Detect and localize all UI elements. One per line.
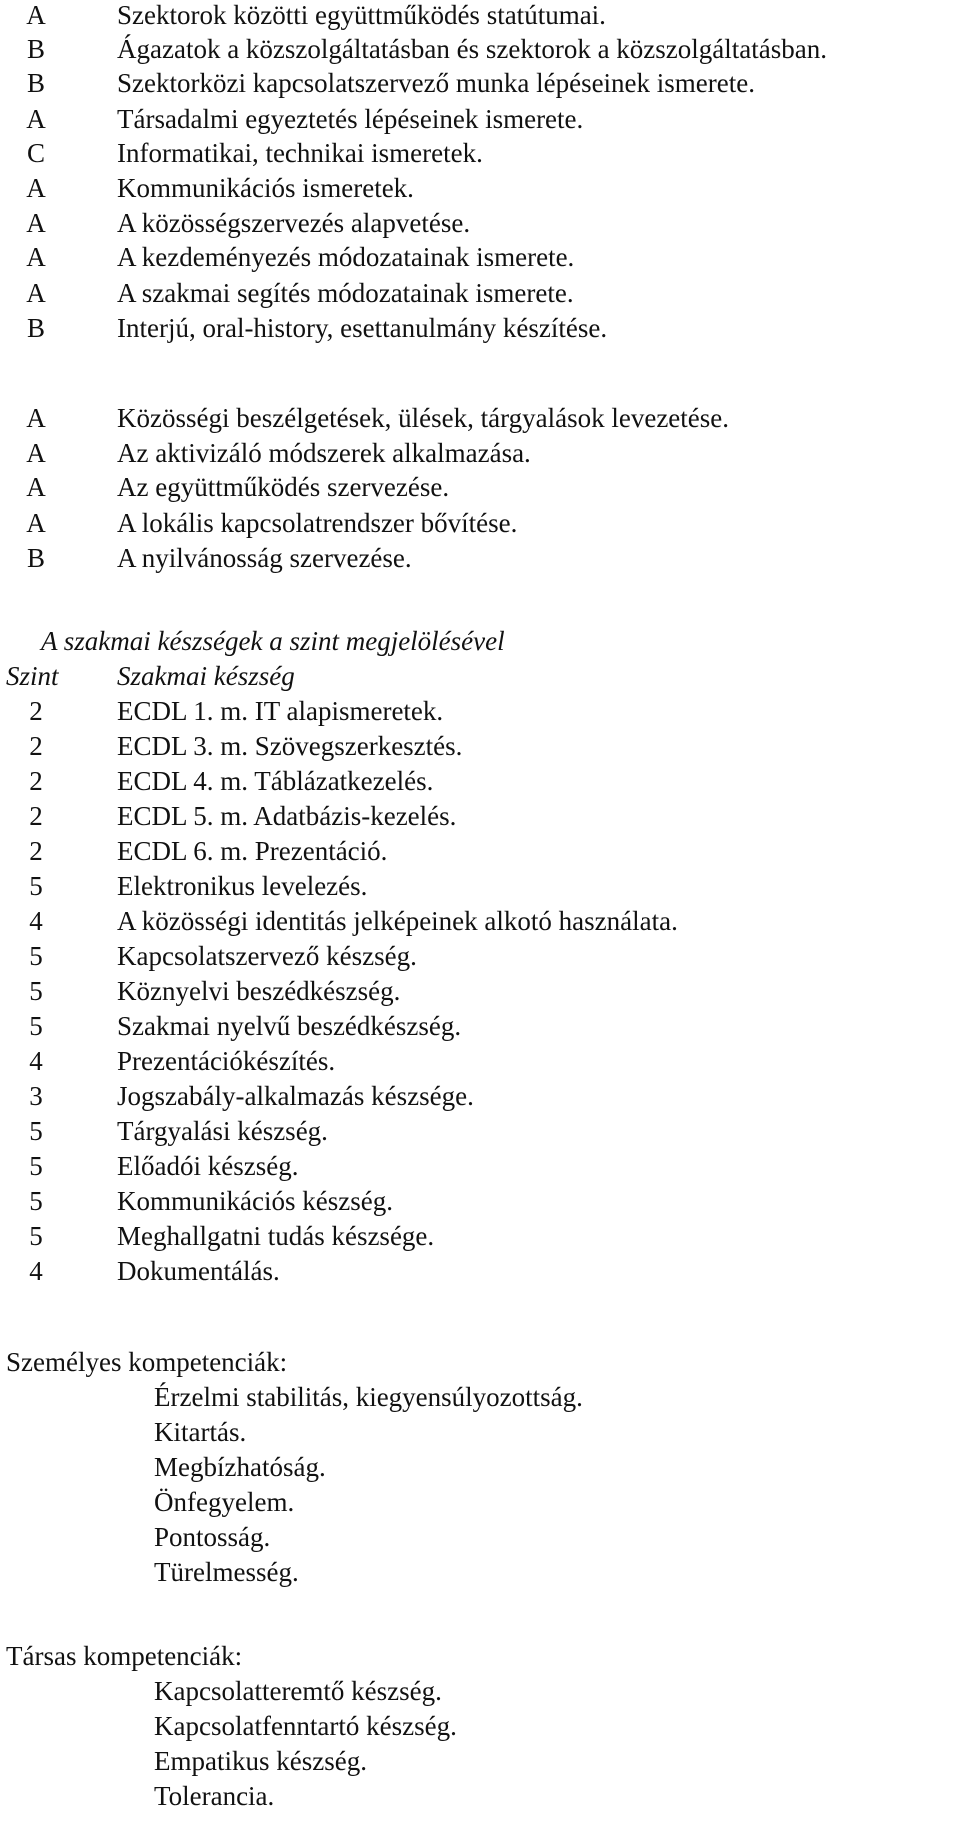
level-code: A	[26, 0, 46, 30]
skill-level: 5	[29, 941, 43, 971]
level-code: A	[26, 173, 46, 203]
item-text: A közösségszervezés alapvetése.	[117, 208, 471, 238]
skill-text: ECDL 4. m. Táblázatkezelés.	[117, 766, 434, 796]
skill-text: ECDL 3. m. Szövegszerkesztés.	[117, 731, 463, 761]
item-text: Szektorközi kapcsolatszervező munka lépéseinek ismerete.	[117, 68, 755, 98]
skill-text: ECDL 6. m. Prezentáció.	[117, 836, 388, 866]
social-title: Társas kompetenciák:	[6, 1641, 243, 1671]
level-code: A	[26, 403, 46, 433]
skill-level: 4	[29, 906, 43, 936]
personal-item: Kitartás.	[154, 1417, 247, 1447]
item-text: Társadalmi egyeztetés lépéseinek ismerete.	[117, 104, 584, 134]
skill-text: ECDL 5. m. Adatbázis-kezelés.	[117, 801, 457, 831]
level-code: A	[26, 472, 46, 502]
level-code: A	[26, 208, 46, 238]
item-text: Interjú, oral-history, esettanulmány készítése.	[117, 313, 608, 343]
skill-column-header: Szakmai készség	[117, 661, 295, 691]
skill-text: Tárgyalási készség.	[117, 1116, 328, 1146]
skill-text: Dokumentálás.	[117, 1256, 280, 1286]
item-text: Az együttműködés szervezése.	[117, 472, 450, 502]
level-code: A	[26, 104, 46, 134]
skill-level: 5	[29, 1011, 43, 1041]
item-text: Közösségi beszélgetések, ülések, tárgyalások levezetése.	[117, 403, 730, 433]
skill-text: Köznyelvi beszédkészség.	[117, 976, 401, 1006]
skill-text: Szakmai nyelvű beszédkészség.	[117, 1011, 462, 1041]
level-code: A	[26, 438, 46, 468]
level-code: B	[26, 313, 45, 343]
skill-level: 5	[29, 1116, 43, 1146]
item-text: A nyilvánosság szervezése.	[117, 543, 412, 573]
social-item: Kapcsolatteremtő készség.	[154, 1676, 442, 1706]
skill-level: 5	[29, 1221, 43, 1251]
personal-item: Érzelmi stabilitás, kiegyensúlyozottság.	[154, 1382, 583, 1412]
level-code: B	[26, 543, 45, 573]
skill-level: 2	[29, 696, 43, 726]
level-code: A	[26, 508, 46, 538]
personal-item: Türelmesség.	[154, 1557, 299, 1587]
skill-level: 5	[29, 871, 43, 901]
item-text: Az aktivizáló módszerek alkalmazása.	[117, 438, 531, 468]
social-item: Kapcsolatfenntartó készség.	[154, 1711, 457, 1741]
skill-level: 5	[29, 1186, 43, 1216]
skill-level: 3	[29, 1081, 43, 1111]
skill-text: ECDL 1. m. IT alapismeretek.	[117, 696, 444, 726]
level-code: A	[26, 278, 46, 308]
item-text: Informatikai, technikai ismeretek.	[117, 138, 483, 168]
skill-level: 4	[29, 1046, 43, 1076]
skill-text: Meghallgatni tudás készsége.	[117, 1221, 435, 1251]
item-text: A kezdeményezés módozatainak ismerete.	[117, 242, 575, 272]
level-code: B	[26, 68, 45, 98]
personal-item: Önfegyelem.	[154, 1487, 295, 1517]
social-item: Tolerancia.	[154, 1781, 275, 1811]
item-text: Kommunikációs ismeretek.	[117, 173, 414, 203]
skill-text: Prezentációkészítés.	[117, 1046, 336, 1076]
item-text: Szektorok közötti együttműködés statútumai.	[117, 0, 606, 30]
personal-item: Pontosság.	[154, 1522, 271, 1552]
social-item: Empatikus készség.	[154, 1746, 367, 1776]
level-code: A	[26, 242, 46, 272]
skill-level: 5	[29, 976, 43, 1006]
skills-title: A szakmai készségek a szint megjelölésével	[41, 626, 505, 656]
skill-level: 2	[29, 731, 43, 761]
level-code: B	[26, 34, 45, 64]
skill-level: 4	[29, 1256, 43, 1286]
skill-level: 2	[29, 766, 43, 796]
skill-text: Elektronikus levelezés.	[117, 871, 368, 901]
skill-text: Kommunikációs készség.	[117, 1186, 393, 1216]
level-code: C	[26, 138, 45, 168]
item-text: A szakmai segítés módozatainak ismerete.	[117, 278, 574, 308]
skill-level: 2	[29, 801, 43, 831]
skill-text: Előadói készség.	[117, 1151, 299, 1181]
skill-text: A közösségi identitás jelképeinek alkotó használata.	[117, 906, 678, 936]
item-text: A lokális kapcsolatrendszer bővítése.	[117, 508, 518, 538]
skill-text: Jogszabály-alkalmazás készsége.	[117, 1081, 474, 1111]
skill-text: Kapcsolatszervező készség.	[117, 941, 417, 971]
personal-title: Személyes kompetenciák:	[6, 1347, 288, 1377]
skill-level: 5	[29, 1151, 43, 1181]
level-column-header: Szint	[6, 661, 59, 691]
skill-level: 2	[29, 836, 43, 866]
personal-item: Megbízhatóság.	[154, 1452, 326, 1482]
item-text: Ágazatok a közszolgáltatásban és szektorok a közszolgáltatásban.	[117, 34, 827, 64]
